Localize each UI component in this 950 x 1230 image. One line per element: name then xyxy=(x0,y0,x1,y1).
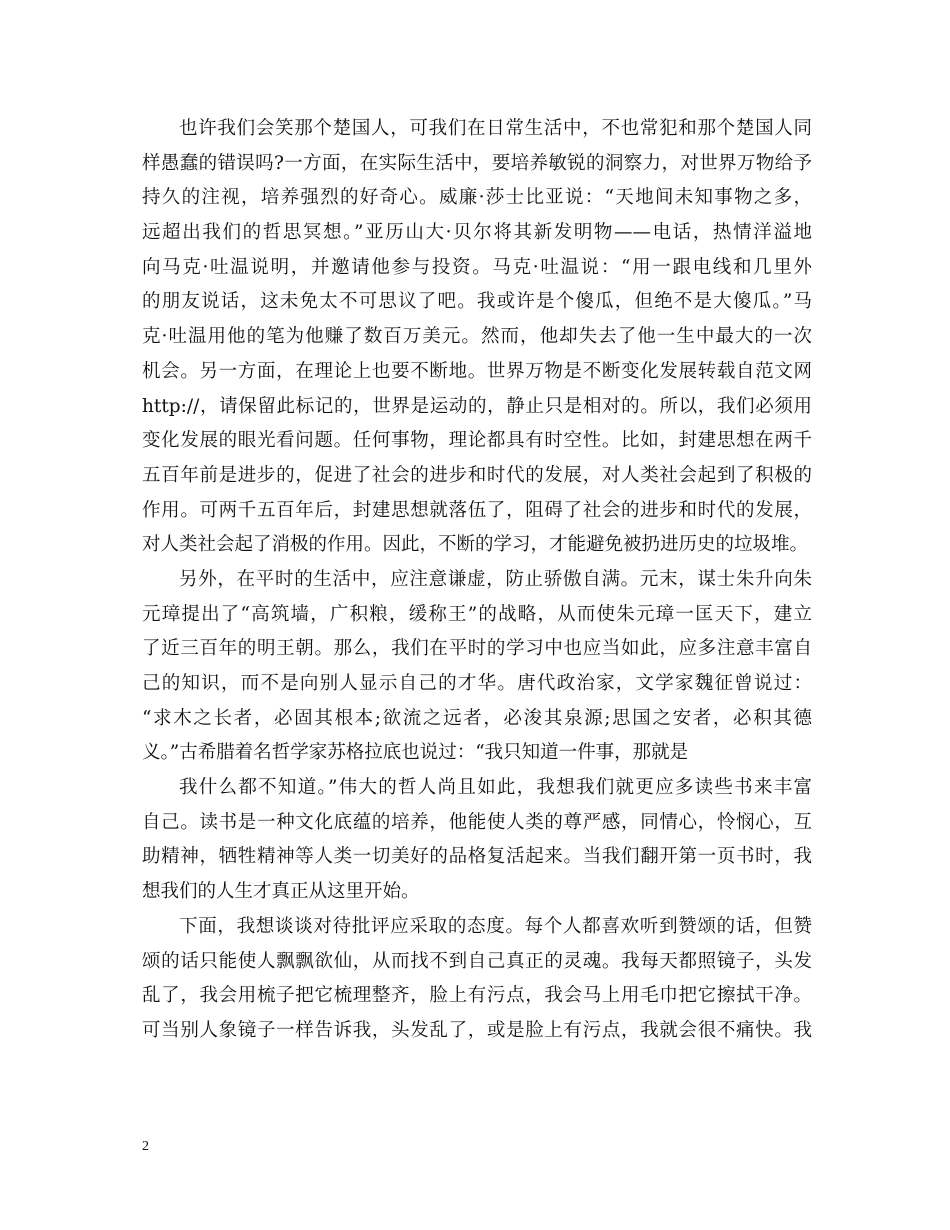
page-number: 2 xyxy=(142,1139,149,1154)
text-line: 另外，在平时的生活中，应注意谦虚，防止骄傲自满。元末，谋士朱升向朱 xyxy=(179,568,812,590)
text-line: 义。”古希腊着名哲学家苏格拉底也说过：“我只知道一件事，那就是 xyxy=(142,742,689,764)
text-line: 的朋友说话，这未免太不可思议了吧。我或许是个傻瓜，但绝不是大傻瓜。”马 xyxy=(142,291,812,313)
text-line: 助精神，牺牲精神等人类一切美好的品格复活起来。当我们翻开第一页书时，我 xyxy=(142,846,812,868)
text-line: 样愚蠢的错误吗?一方面，在实际生活中，要培养敏锐的洞察力，对世界万物给予 xyxy=(142,152,812,174)
text-line: 向马克·吐温说明，并邀请他参与投资。马克·吐温说：“用一跟电线和几里外 xyxy=(142,256,812,278)
text-line: 对人类社会起了消极的作用。因此，不断的学习，才能避免被扔进历史的垃圾堆。 xyxy=(142,534,809,556)
text-line: 远超出我们的哲思冥想。”亚历山大·贝尔将其新发明物——电话，热情洋溢地 xyxy=(142,222,812,244)
text-line: “求木之长者，必固其根本;欲流之远者，必浚其泉源;思国之安者，必积其德 xyxy=(142,707,812,729)
text-line: http://，请保留此标记的，世界是运动的，静止只是相对的。所以，我们必须用 xyxy=(142,395,812,417)
text-line: 想我们的人生才真正从这里开始。 xyxy=(142,881,420,903)
text-line: 作用。可两千五百年后，封建思想就落伍了，阻碍了社会的进步和时代的发展， xyxy=(142,499,812,521)
text-line: 元璋提出了“高筑墙，广积粮，缓称王”的战略，从而使朱元璋一匡天下，建立 xyxy=(142,603,812,625)
text-line: 五百年前是进步的，促进了社会的进步和时代的发展，对人类社会起到了积极的 xyxy=(142,464,812,486)
text-line: 变化发展的眼光看问题。任何事物，理论都具有时空性。比如，封建思想在两千 xyxy=(142,430,812,452)
text-line: 下面，我想谈谈对待批评应采取的态度。每个人都喜欢听到赞颂的话，但赞 xyxy=(179,915,812,937)
text-line: 机会。另一方面，在理论上也要不断地。世界万物是不断变化发展转载自范文网 xyxy=(142,360,812,382)
text-line: 己的知识，而不是向别人显示自己的才华。唐代政治家，文学家魏征曾说过： xyxy=(142,673,812,694)
text-line: 乱了，我会用梳子把它梳理整齐，脸上有污点，我会马上用毛巾把它擦拭干净。 xyxy=(142,985,812,1007)
text-line: 自己。读书是一种文化底蕴的培养，他能使人类的尊严感，同情心，怜悯心，互 xyxy=(142,811,812,833)
text-line: 持久的注视，培养强烈的好奇心。威廉·莎士比亚说：“天地间未知事物之多， xyxy=(142,187,812,209)
body-text xyxy=(142,112,812,1049)
text-line: 颂的话只能使人飘飘欲仙，从而找不到自己真正的灵魂。我每天都照镜子，头发 xyxy=(142,950,812,972)
text-line: 了近三百年的明王朝。那么，我们在平时的学习中也应当如此，应多注意丰富自 xyxy=(142,638,812,660)
text-line: 克·吐温用他的笔为他赚了数百万美元。然而，他却失去了他一生中最大的一次 xyxy=(142,326,812,348)
text-line: 我什么都不知道。”伟大的哲人尚且如此，我想我们就更应多读些书来丰富 xyxy=(179,777,812,799)
text-line: 可当别人象镜子一样告诉我，头发乱了，或是脸上有污点，我就会很不痛快。我 xyxy=(142,1019,812,1041)
text-line: 也许我们会笑那个楚国人，可我们在日常生活中，不也常犯和那个楚国人同 xyxy=(179,118,812,139)
